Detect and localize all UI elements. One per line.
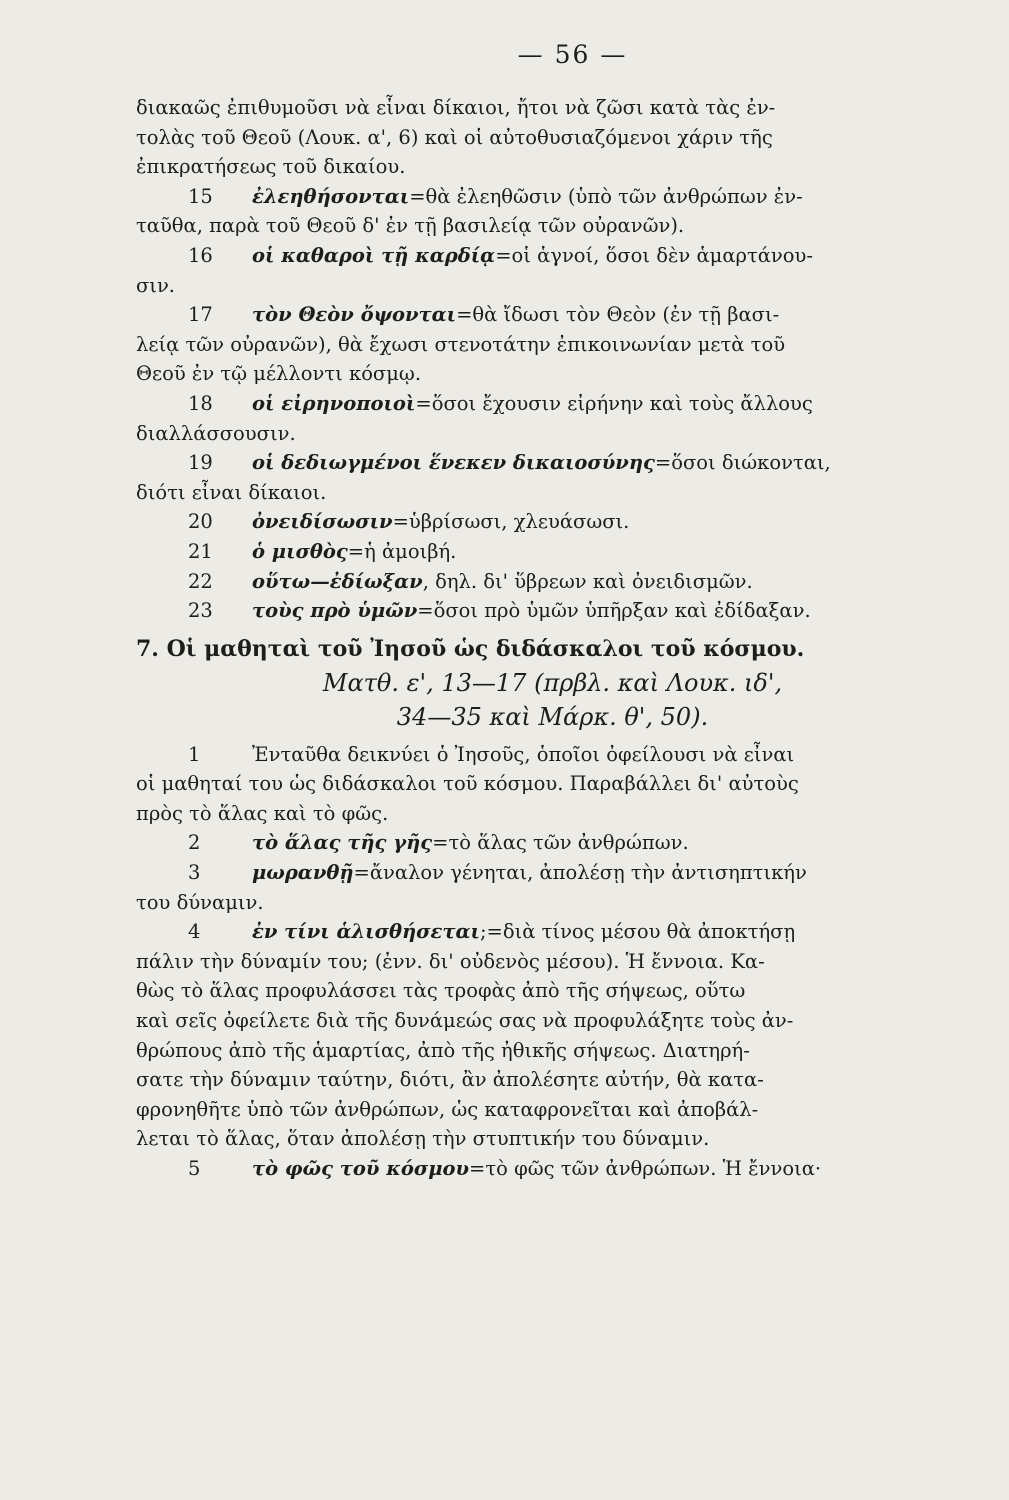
note-lemma: τὸ φῶς τοῦ κόσμου bbox=[252, 1157, 470, 1180]
note-lemma: οἱ εἰρηνοποιοὶ bbox=[252, 391, 416, 415]
note-15 bbox=[136, 182, 969, 212]
note-continuation: Θεοῦ ἐν τῷ μέλλοντι κόσμῳ. bbox=[136, 362, 422, 386]
note-text: =θὰ ἴδωσι τὸν Θεὸν (ἐν τῇ βασι- bbox=[456, 303, 780, 327]
note-23 bbox=[136, 596, 969, 626]
note-4 bbox=[136, 917, 969, 947]
note-lemma: ὁ μισθὸς bbox=[252, 539, 348, 563]
note-continuation: καὶ σεῖς ὀφείλετε διὰ τῆς δυνάμεώς σας νὰ προφυλάξητε τοὺς ἀν- bbox=[136, 1009, 794, 1033]
note-number: 2 bbox=[188, 831, 201, 855]
note-text: =ὑβρίσωσι, χλευάσωσι. bbox=[392, 510, 630, 534]
note-lemma: οὕτω—ἐδίωξαν bbox=[252, 569, 423, 593]
note-lemma: μωρανθῇ bbox=[252, 861, 354, 885]
note-text: =οἱ ἁγνοί, ὅσοι δὲν ἁμαρτάνου- bbox=[495, 243, 813, 267]
note-17 bbox=[136, 300, 969, 330]
note-number: 19 bbox=[188, 451, 213, 475]
note-number: 4 bbox=[188, 920, 201, 944]
note-number: 1 bbox=[188, 742, 201, 766]
scripture-reference: 34—35 καὶ Μάρκ. θ', 50). bbox=[396, 702, 709, 731]
note-text: =τὸ φῶς τῶν ἀνθρώπων. Ἡ ἔννοια· bbox=[469, 1157, 822, 1180]
intro-line: ἐπικρατήσεως τοῦ δικαίου. bbox=[136, 155, 406, 179]
note-number: 15 bbox=[188, 184, 213, 208]
note-continuation: λείᾳ τῶν οὐρανῶν), θὰ ἔχωσι στενοτάτην ἐπικοινωνίαν μετὰ τοῦ bbox=[136, 332, 786, 356]
note-1 bbox=[136, 740, 969, 770]
note-number: 17 bbox=[188, 303, 213, 327]
note-lemma: τὸ ἅλας τῆς γῆς bbox=[252, 831, 433, 855]
intro-line: τολὰς τοῦ Θεοῦ (Λουκ. α', 6) καὶ οἱ αὐτοθυσιαζόμενοι χάριν τῆς bbox=[136, 125, 773, 149]
note-lemma: ὀνειδίσωσιν bbox=[252, 510, 393, 534]
note-text: =τὸ ἅλας τῶν ἀνθρώπων. bbox=[432, 831, 689, 855]
note-text: =ὅσοι ἔχουσιν εἰρήνην καὶ τοὺς ἄλλους bbox=[415, 391, 813, 415]
note-continuation: λεται τὸ ἅλας, ὅταν ἀπολέσῃ τὴν στυπτικήν του δύναμιν. bbox=[136, 1127, 710, 1151]
note-continuation: διότι εἶναι δίκαιοι. bbox=[136, 480, 327, 504]
scripture-reference: Ματθ. ε', 13—17 (πρβλ. καὶ Λουκ. ιδ', bbox=[322, 668, 783, 697]
note-text: ;=διὰ τίνος μέσου θὰ ἀποκτήσῃ bbox=[479, 920, 796, 944]
note-continuation: οἱ μαθηταί του ὡς διδάσκαλοι τοῦ κόσμου. Παραβάλλει δι' αὐτοὺς bbox=[136, 772, 799, 796]
note-lemma: οἱ δεδιωγμένοι ἕνεκεν δικαιοσύνης bbox=[252, 451, 655, 475]
note-continuation: του δύναμιν. bbox=[136, 890, 264, 914]
intro-line: διακαῶς ἐπιθυμοῦσι νὰ εἶναι δίκαιοι, ἤτοι νὰ ζῶσι κατὰ τὰς ἐν- bbox=[136, 96, 776, 119]
note-continuation: διαλλάσσουσιν. bbox=[136, 421, 296, 445]
note-text: =ἄναλον γένηται, ἀπολέσῃ τὴν ἀντισηπτικήν bbox=[353, 861, 807, 885]
note-continuation: θρώπους ἀπὸ τῆς ἁμαρτίας, ἀπὸ τῆς ἠθικῆς σήψεως. Διατηρή- bbox=[136, 1038, 750, 1062]
note-text: =θὰ ἐλεηθῶσιν (ὑπὸ τῶν ἀνθρώπων ἐν- bbox=[409, 184, 803, 208]
note-19 bbox=[136, 448, 969, 478]
note-number: 3 bbox=[188, 861, 201, 885]
note-16 bbox=[136, 241, 969, 271]
note-number: 20 bbox=[188, 510, 213, 534]
note-22 bbox=[136, 567, 969, 597]
note-5 bbox=[136, 1154, 969, 1184]
note-lemma: τὸν Θεὸν ὄψονται bbox=[252, 303, 457, 327]
note-text: , δηλ. δι' ὕβρεων καὶ ὀνειδισμῶν. bbox=[422, 569, 753, 593]
note-text: =ὅσοι διώκονται, bbox=[654, 451, 831, 475]
note-18 bbox=[136, 389, 969, 419]
note-text: Ἐνταῦθα δεικνύει ὁ Ἰησοῦς, ὁποῖοι ὀφείλουσι νὰ εἶναι bbox=[252, 742, 795, 766]
note-continuation: πρὸς τὸ ἅλας καὶ τὸ φῶς. bbox=[136, 801, 389, 825]
note-2 bbox=[136, 828, 969, 858]
note-21 bbox=[136, 537, 969, 567]
note-number: 18 bbox=[188, 391, 213, 415]
note-continuation: σατε τὴν δύναμιν ταύτην, διότι, ἂν ἀπολέσητε αὐτήν, θὰ κατα- bbox=[136, 1068, 764, 1092]
note-lemma: οἱ καθαροὶ τῇ καρδίᾳ bbox=[252, 243, 496, 267]
note-number: 16 bbox=[188, 243, 213, 267]
page-number: — 56 — bbox=[517, 40, 628, 69]
note-continuation: θὼς τὸ ἅλας προφυλάσσει τὰς τροφὰς ἀπὸ τῆς σήψεως, οὕτω bbox=[136, 979, 746, 1003]
note-lemma: ἐν τίνι ἁλισθήσεται bbox=[252, 920, 480, 944]
section-heading: 7. Οἱ μαθηταὶ τοῦ Ἰησοῦ ὡς διδάσκαλοι τοῦ κόσμου. bbox=[136, 635, 805, 662]
note-text: =ἡ ἀμοιβή. bbox=[347, 539, 457, 563]
note-lemma: τοὺς πρὸ ὑμῶν bbox=[252, 599, 418, 623]
note-number: 5 bbox=[188, 1157, 201, 1180]
note-continuation: ταῦθα, παρὰ τοῦ Θεοῦ δ' ἐν τῇ βασιλείᾳ τῶν οὐρανῶν). bbox=[136, 214, 685, 238]
note-continuation: σιν. bbox=[136, 273, 176, 297]
note-20 bbox=[136, 507, 969, 537]
note-number: 22 bbox=[188, 569, 213, 593]
note-3 bbox=[136, 858, 969, 888]
note-number: 23 bbox=[188, 599, 213, 623]
note-number: 21 bbox=[188, 539, 213, 563]
note-lemma: ἐλεηθήσονται bbox=[252, 184, 410, 208]
note-text: =ὅσοι πρὸ ὑμῶν ὑπῆρξαν καὶ ἐδίδαξαν. bbox=[417, 599, 811, 623]
body-text bbox=[136, 93, 969, 1184]
note-continuation: πάλιν τὴν δύναμίν του; (ἐνν. δι' οὐδενὸς μέσου). Ἡ ἔννοια. Κα- bbox=[136, 949, 765, 973]
note-continuation: φρονηθῆτε ὑπὸ τῶν ἀνθρώπων, ὡς καταφρονεῖται καὶ ἀποβάλ- bbox=[136, 1097, 759, 1121]
